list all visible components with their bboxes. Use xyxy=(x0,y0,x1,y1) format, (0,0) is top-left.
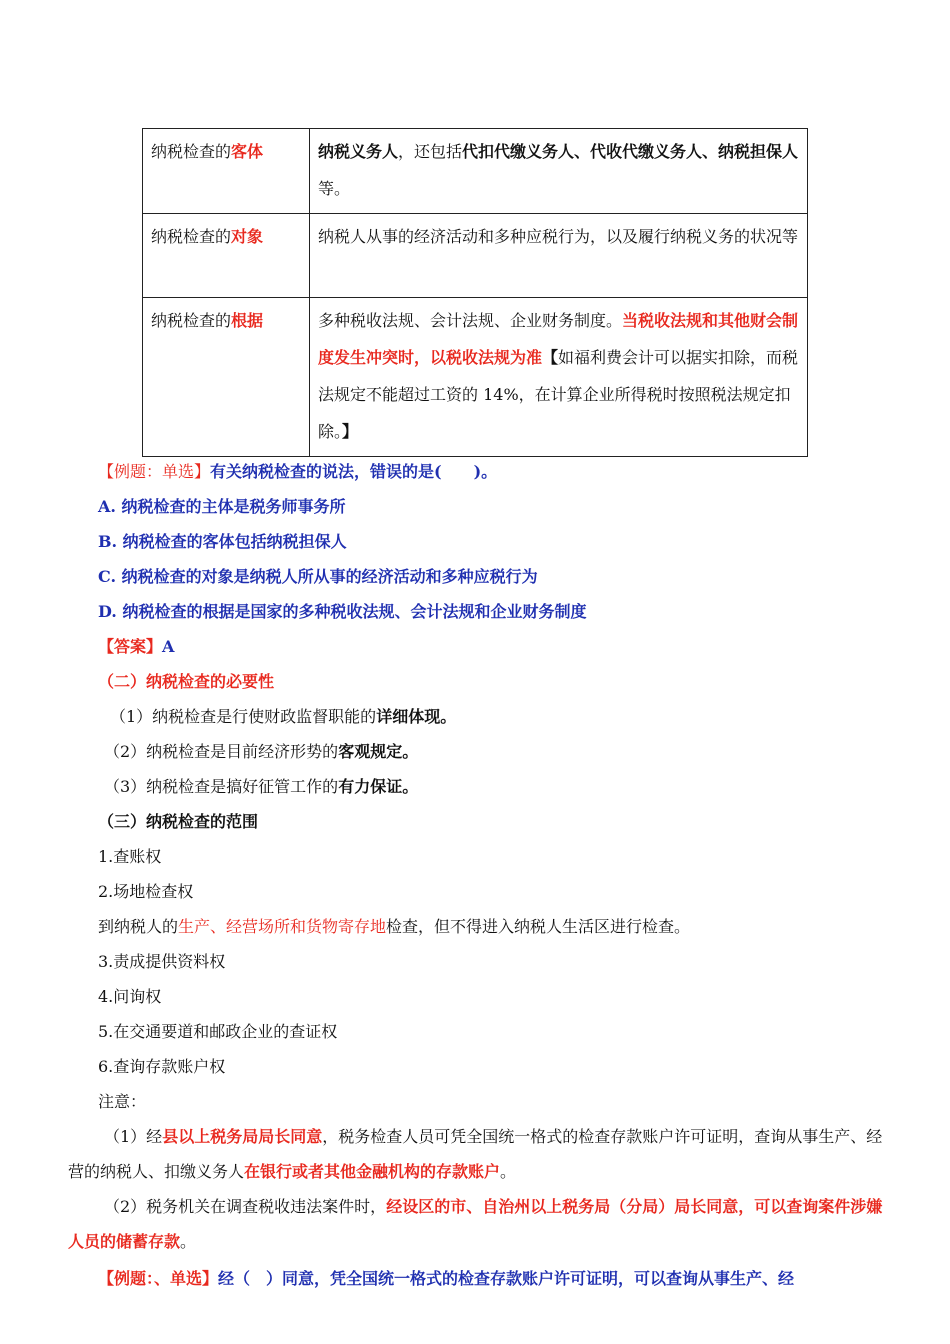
text-run: 代扣代缴义务人、代收代缴义务人、纳税担保人 xyxy=(462,142,799,161)
text-run: 如福利费会计可以据实扣除，而税法规定不能超过工资的 14%，在计算企业所得税时按照税法规定扣除。 xyxy=(318,348,799,441)
text-run: （1）经 xyxy=(104,1127,163,1146)
text-run: （2）税务机关在调查税收违法案件时， xyxy=(104,1197,387,1216)
table-content-cell xyxy=(310,214,808,298)
item-description xyxy=(98,914,690,937)
note-paragraph xyxy=(68,1119,884,1189)
option-c: C. 纳税检查的对象是纳税人所从事的经济活动和多种应税行为 xyxy=(98,567,538,586)
list-item: 4.问询权 xyxy=(98,987,162,1006)
text-run: 当税收法规和其他财会制度发生冲突时，以税收法规为准 xyxy=(318,311,799,367)
item-emphasis: 详细体现。 xyxy=(376,707,457,726)
example-tag: 【例题：单选】 xyxy=(98,462,211,481)
list-item: 6.查询存款账户权 xyxy=(98,1057,226,1076)
text-run: ，还包括 xyxy=(398,142,463,161)
option-a: A. 纳税检查的主体是税务师事务所 xyxy=(98,497,346,516)
text-run: 。 xyxy=(500,1162,517,1181)
list-item: 5.在交通要道和邮政企业的查证权 xyxy=(98,1022,338,1041)
example-question-2 xyxy=(98,1266,794,1289)
desc-text: 检查，但不得进入纳税人生活区进行检查。 xyxy=(386,917,691,936)
text-run: 等。 xyxy=(318,179,351,198)
text-run: 县以上税务局局长同意 xyxy=(162,1127,323,1146)
answer-line xyxy=(98,634,174,657)
item-text: （3）纳税检查是搞好征管工作的 xyxy=(104,777,339,796)
table-label-cell xyxy=(143,129,310,214)
answer-value: A xyxy=(162,637,175,656)
list-item xyxy=(110,704,456,727)
list-item: 2.场地检查权 xyxy=(98,882,194,901)
section-heading-scope: （三）纳税检查的范围 xyxy=(98,812,259,831)
item-emphasis: 有力保证。 xyxy=(338,777,419,796)
label-prefix: 纳税检查的 xyxy=(151,311,232,330)
text-run: ，税务检查人员可凭全国统一格式的检查存款账户许可证明，查询从事生产、经营的纳税人、扣缴义务人 xyxy=(68,1127,883,1181)
text-run: 多种税收法规、会计法规、企业财务制度。 xyxy=(318,311,623,330)
text-run: 】 xyxy=(342,422,359,441)
answer-tag: 【答案】 xyxy=(98,637,163,656)
list-item xyxy=(104,774,418,797)
table-row xyxy=(143,129,808,214)
example-question-text: 有关纳税检查的说法，错误的是( )。 xyxy=(210,462,498,481)
label-key: 根据 xyxy=(231,311,264,330)
table-content-cell xyxy=(310,298,808,457)
label-prefix: 纳税检查的 xyxy=(151,142,232,161)
desc-text: 到纳税人的 xyxy=(98,917,179,936)
text-run: 纳税义务人 xyxy=(318,142,399,161)
table-label-cell xyxy=(143,214,310,298)
table-row xyxy=(143,298,808,457)
item-text: （2）纳税检查是目前经济形势的 xyxy=(104,742,339,761)
list-item: 1.查账权 xyxy=(98,847,162,866)
text-run: 【 xyxy=(542,348,559,367)
option-d: D. 纳税检查的根据是国家的多种税收法规、会计法规和企业财务制度 xyxy=(98,602,587,621)
item-text: （1）纳税检查是行使财政监督职能的 xyxy=(110,707,377,726)
note-label: 注意： xyxy=(98,1092,147,1111)
option-b: B. 纳税检查的客体包括纳税担保人 xyxy=(98,532,347,551)
text-run: 经设区的市、自治州以上税务局（分局）局长同意，可以查询案件涉嫌人员的储蓄存款 xyxy=(68,1197,883,1251)
section-heading-necessity: （二）纳税检查的必要性 xyxy=(98,672,275,691)
label-key: 对象 xyxy=(231,227,264,246)
text-run: 。 xyxy=(180,1232,197,1251)
inspection-table xyxy=(142,128,808,457)
example-question-text: 经（ ）同意，凭全国统一格式的检查存款账户许可证明，可以查询从事生产、经 xyxy=(218,1269,795,1288)
table-row xyxy=(143,214,808,298)
label-prefix: 纳税检查的 xyxy=(151,227,232,246)
table-content-cell xyxy=(310,129,808,214)
note-paragraph xyxy=(68,1189,884,1259)
text-run: 纳税人从事的经济活动和多种应税行为，以及履行纳税义务的状况等 xyxy=(318,227,799,246)
text-run: 在银行或者其他金融机构的存款账户 xyxy=(244,1162,501,1181)
list-item xyxy=(104,739,418,762)
list-item: 3.责成提供资料权 xyxy=(98,952,226,971)
label-key: 客体 xyxy=(231,142,264,161)
example-tag: 【例题：、单选】 xyxy=(98,1269,219,1288)
item-emphasis: 客观规定。 xyxy=(338,742,419,761)
table-label-cell xyxy=(143,298,310,457)
desc-emphasis: 生产、经营场所和货物寄存地 xyxy=(178,917,387,936)
example-question xyxy=(98,459,497,482)
